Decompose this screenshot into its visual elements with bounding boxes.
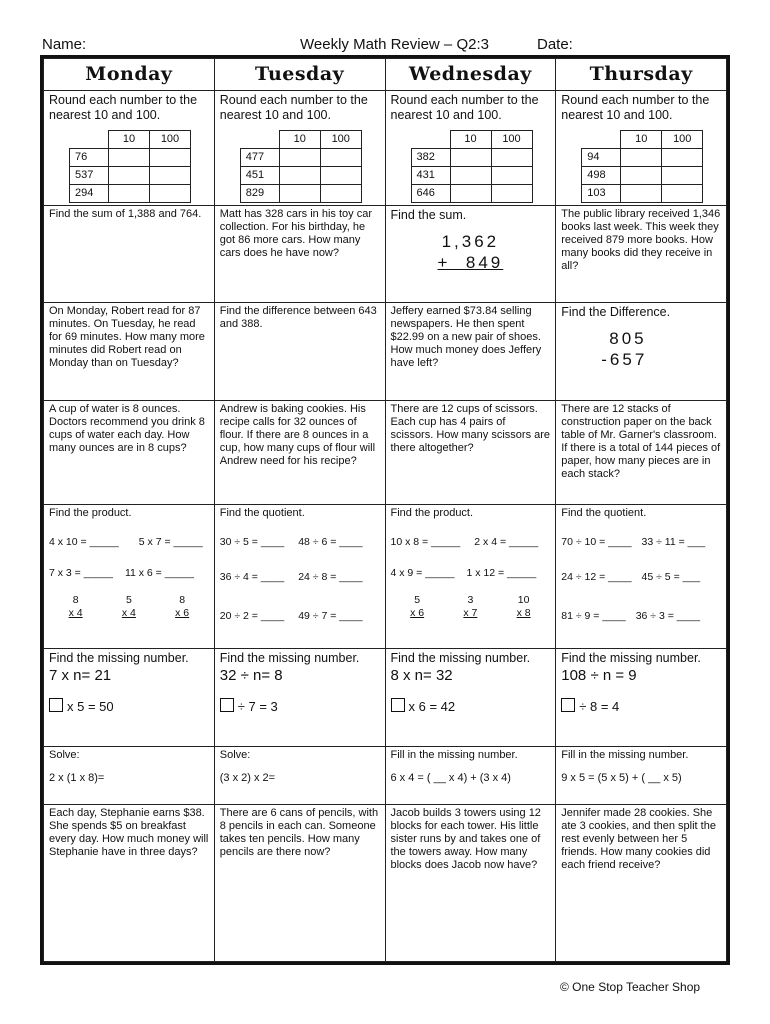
round-number: 477 [240,149,279,167]
subtrahend: -657 [601,349,648,369]
col-100: 100 [662,131,703,149]
subtraction-row [44,303,727,401]
fact: 45 ÷ 5 = ___ [641,571,701,583]
equation: x 5 = 50 [67,698,114,714]
rounding-prompt: Round each number to the nearest 10 and 100. [219,93,368,122]
equation: (3 x 2) x 2= [219,772,276,784]
fact: 4 x 9 = _____ [390,567,455,579]
fact: 24 ÷ 12 = ____ [561,571,632,583]
blank-box-icon [220,698,234,712]
problem-cell: There are 12 stacks of construction paper on the back table of Mr. Garner's classroom. If there is a total of 144 pieces of paper, how many pieces are in each stack? [556,401,727,505]
rounding-prompt: Round each number to the nearest 10 and 100. [561,93,710,122]
rounding-cell [214,91,385,206]
missing-cell [385,649,556,747]
problem-cell: There are 12 cups of scissors. Each cup has 4 pairs of scissors. How many scissors are there altogether? [385,401,556,505]
problem-cell [385,206,556,303]
facts-cell [214,505,385,649]
round-number: 76 [70,149,109,167]
problem-label: Find the missing number. [219,651,360,665]
rounding-cell [44,91,215,206]
fact-top: 8 [72,594,79,606]
problem-cell: Jacob builds 3 towers using 12 blocks for each tower. His little sister runs by and takes one of the towers away. How many blocks does Jacob now have? [385,805,556,962]
fact: 81 ÷ 9 = ____ [561,610,626,622]
review-table [43,58,727,962]
col-100: 100 [491,131,532,149]
addition-row [44,206,727,303]
equation: 6 x 4 = ( __ x 4) + (3 x 4) [390,772,511,784]
round-number: 537 [70,167,109,185]
vertical-facts [49,594,209,620]
equation: x 6 = 42 [408,698,456,714]
blank-box-icon [49,698,63,712]
problem-label: Solve: [49,749,80,761]
fact-top: 10 [517,594,530,606]
missing-cell [44,649,215,747]
problem-label: Find the product. [49,507,132,519]
copyright-footer: © One Stop Teacher Shop [560,980,701,994]
rounding-cell [385,91,556,206]
rounding-prompt: Round each number to the nearest 10 and 100. [49,93,198,122]
word-problem-row [44,401,727,505]
day-monday: Monday [44,59,215,91]
problem-cell: Andrew is baking cookies. His recipe calls for 32 ounces of flour. If there are 8 ounces in a cup, how many cups of flour will Andrew need for his recipe? [214,401,385,505]
problem-label: Solve: [219,749,251,761]
fact: 10 x 8 = _____ [390,536,461,548]
fact: 7 x 3 = _____ [49,567,113,579]
missing-number-row [44,649,727,747]
problem-cell: Find the difference between 643 and 388. [214,303,385,401]
missing-cell [556,649,727,747]
problem-label: Find the sum. [390,208,467,222]
fact: 24 ÷ 8 = ____ [298,571,363,583]
problem-label: Fill in the missing number. [390,749,518,761]
equation: 8 x n= 32 [390,666,453,684]
problem-label: Find the quotient. [561,507,647,519]
fact: 33 ÷ 11 = ___ [641,536,706,548]
equation: 2 x (1 x 8)= [49,772,105,784]
day-thursday: Thursday [556,59,727,91]
round-number: 431 [411,167,450,185]
fact-bottom: x 8 [516,607,531,619]
equation: ÷ 8 = 4 [579,698,620,714]
round-number: 103 [582,185,621,203]
problem-label: Find the quotient. [219,507,305,519]
day-wednesday: Wednesday [385,59,556,91]
fact-bottom: x 7 [463,607,478,619]
fact-top: 5 [414,594,421,606]
fact-top: 5 [125,594,132,606]
fact-bottom: x 6 [410,607,425,619]
round-number: 294 [70,185,109,203]
rounding-table [69,130,191,203]
addend-bottom: + 849 [437,252,504,272]
equation: 7 x n= 21 [49,666,112,684]
fact: 5 x 7 = _____ [138,536,203,548]
fact: 2 x 4 = _____ [474,536,539,548]
solve-cell [44,747,215,805]
problem-cell [556,303,727,401]
col-10: 10 [279,131,320,149]
facts-cell [385,505,556,649]
rounding-table [581,130,703,203]
problem-label: Find the missing number. [561,651,701,665]
round-number: 498 [582,167,621,185]
round-number: 646 [411,185,450,203]
solve-cell [385,747,556,805]
vertical-addition [391,231,551,273]
worksheet-grid [40,55,730,965]
fact: 30 ÷ 5 = ____ [219,536,285,548]
fact: 4 x 10 = _____ [49,536,119,548]
rounding-cell [556,91,727,206]
rounding-row [44,91,727,206]
equation: 108 ÷ n = 9 [561,666,637,684]
problem-cell: Find the sum of 1,388 and 764. [44,206,215,303]
col-10: 10 [450,131,491,149]
fact-top: 8 [179,594,186,606]
fact: 48 ÷ 6 = ____ [298,536,363,548]
properties-row [44,747,727,805]
multi-step-row [44,805,727,962]
date-label: Date: [537,36,573,53]
fact-bottom: x 4 [68,607,83,619]
problem-cell: Matt has 328 cars in his toy car collection. For his birthday, he got 86 more cars. How many cars does he have now? [214,206,385,303]
round-number: 382 [411,149,450,167]
fact: 20 ÷ 2 = ____ [219,610,285,622]
name-label: Name: [42,36,87,53]
problem-cell: Jennifer made 28 cookies. She ate 3 cookies, and then split the rest evenly between her 5 friends. How many cookies did each friend receive? [556,805,727,962]
vertical-subtraction [561,328,721,370]
fact: 70 ÷ 10 = ____ [561,536,632,548]
equation: 32 ÷ n= 8 [219,666,283,684]
col-100: 100 [150,131,191,149]
rounding-prompt: Round each number to the nearest 10 and 100. [390,93,539,122]
problem-cell: On Monday, Robert read for 87 minutes. On Tuesday, he read for 69 minutes. How many more minutes did Robert read on Monday than on Tuesday? [44,303,215,401]
equation: ÷ 7 = 3 [237,698,278,714]
col-100: 100 [320,131,361,149]
fact: 36 ÷ 3 = ____ [635,610,701,622]
facts-cell [556,505,727,649]
problem-cell: Each day, Stephanie earns $38. She spends $5 on breakfast every day. How much money will Stephanie have in three days? [44,805,215,962]
fact: 11 x 6 = _____ [124,567,194,579]
problem-label: Find the missing number. [390,651,531,665]
round-number: 94 [582,149,621,167]
blank-box-icon [391,698,405,712]
problem-cell: The public library received 1,346 books last week. This week they received 879 more books. How many books did they receive in all? [556,206,727,303]
day-header-row [44,59,727,91]
facts-cell [44,505,215,649]
round-number: 451 [240,167,279,185]
addend-top: 1,362 [441,231,500,251]
blank-box-icon [561,698,575,712]
fact-bottom: x 4 [121,607,136,619]
col-10: 10 [621,131,662,149]
facts-row [44,505,727,649]
worksheet-title: Weekly Math Review – Q2:3 [300,36,489,53]
problem-label: Find the missing number. [49,651,189,665]
fact-top: 3 [467,594,474,606]
minuend: 805 [609,328,647,348]
fact: 49 ÷ 7 = ____ [298,610,363,622]
vertical-facts [391,594,551,620]
fact: 1 x 12 = _____ [466,567,537,579]
day-tuesday: Tuesday [214,59,385,91]
problem-cell: There are 6 cans of pencils, with 8 pencils in each can. Someone takes ten pencils. How many pencils are there now? [214,805,385,962]
fact-bottom: x 6 [175,607,190,619]
col-10: 10 [109,131,150,149]
fact: 36 ÷ 4 = ____ [219,571,285,583]
rounding-table [411,130,533,203]
round-number: 829 [240,185,279,203]
solve-cell [556,747,727,805]
missing-cell [214,649,385,747]
problem-label: Fill in the missing number. [561,749,689,761]
problem-cell: Jeffery earned $73.84 selling newspapers. He then spent $22.99 on a new pair of shoes. How much money does Jeffery have left? [385,303,556,401]
rounding-table [240,130,362,203]
solve-cell [214,747,385,805]
problem-cell: A cup of water is 8 ounces. Doctors recommend you drink 8 cups of water each day. How many ounces are in 8 cups? [44,401,215,505]
problem-label: Find the product. [390,507,474,519]
equation: 9 x 5 = (5 x 5) + ( __ x 5) [561,772,682,784]
problem-label: Find the Difference. [561,305,671,319]
